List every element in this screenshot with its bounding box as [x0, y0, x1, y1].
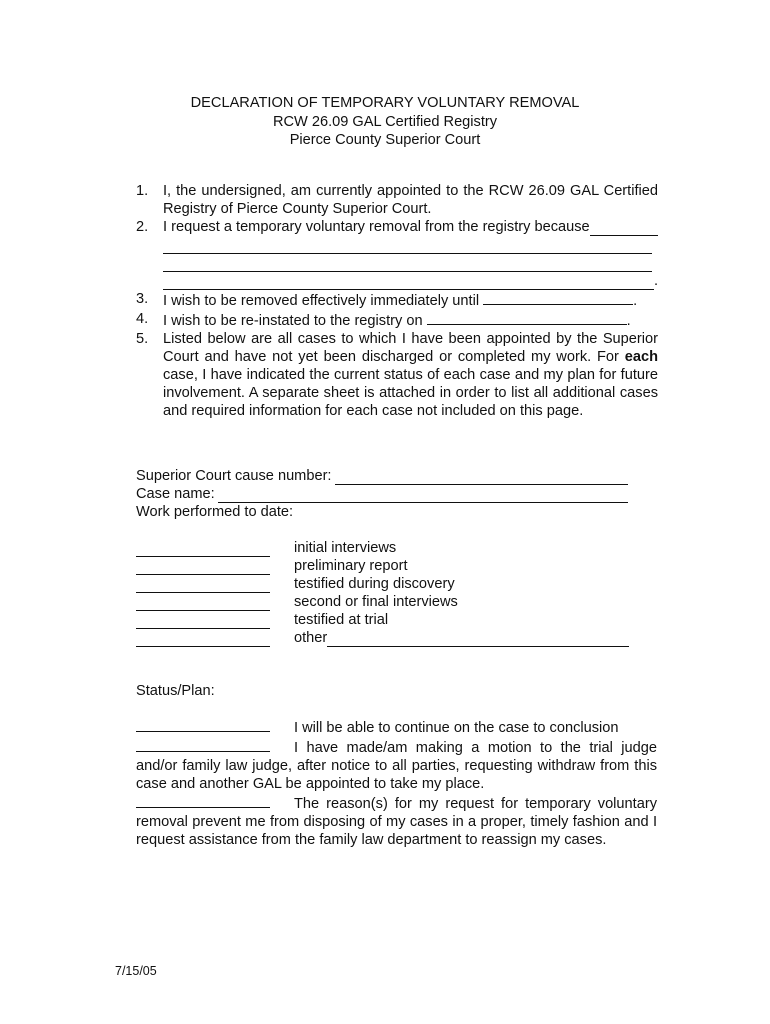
work-item [136, 557, 656, 575]
reason-end-period: . [653, 273, 658, 289]
numbered-list [136, 182, 658, 420]
status-option-text: I will be able to continue on the case to conclusion [294, 720, 619, 736]
cause-number-row [136, 467, 656, 485]
work-item-label: preliminary report [294, 558, 408, 574]
case-info-section [136, 467, 656, 521]
item-number: 5. [136, 331, 149, 347]
reason-field-3[interactable] [163, 254, 652, 272]
work-performed-list [136, 539, 656, 647]
item-text-before: Listed below are all cases to which I have been appointed by the Superior Court and have not yet been discharged or completed my work. For [163, 331, 658, 365]
reason-field-4[interactable] [163, 275, 654, 290]
other-work-field[interactable] [327, 632, 629, 647]
item-text: I request a temporary voluntary removal from the registry because [163, 219, 590, 235]
item-end-period: . [626, 313, 631, 329]
work-item [136, 575, 656, 593]
document-subtitle: RCW 26.09 GAL Certified Registry [272, 113, 498, 130]
case-name-field[interactable] [218, 488, 628, 503]
work-item [136, 593, 656, 611]
status-check-field[interactable] [136, 717, 270, 732]
work-item [136, 539, 656, 557]
court-name: Pierce County Superior Court [289, 132, 481, 148]
item-number: 2. [136, 219, 149, 235]
reason-field-1[interactable] [590, 221, 658, 236]
reason-line-1 [163, 218, 658, 236]
status-check-field[interactable] [136, 793, 270, 808]
work-check-field[interactable] [136, 560, 270, 575]
work-item-label: second or final interviews [294, 594, 458, 610]
list-item-2 [136, 218, 658, 290]
case-name-label: Case name: [136, 486, 215, 502]
work-check-field[interactable] [136, 542, 270, 557]
item-end-period: . [633, 293, 638, 309]
status-option-continue [136, 717, 657, 737]
work-item-label: other [294, 630, 328, 646]
item-text-bold: each [624, 349, 658, 365]
work-item [136, 629, 656, 647]
item-text: I wish to be removed effectively immediately until [163, 293, 480, 309]
work-item-label: testified during discovery [294, 576, 455, 592]
status-option-withdraw [136, 737, 657, 793]
item-text: I, the undersigned, am currently appointed to the RCW 26.09 GAL Certified Registry of Pierce County Superior Court. [163, 183, 658, 217]
item-text: I wish to be re-instated to the registry on [163, 313, 423, 329]
document-header [0, 94, 770, 150]
work-performed-label: Work performed to date: [136, 504, 294, 520]
item-number: 1. [136, 183, 149, 199]
work-item-label: initial interviews [294, 540, 397, 556]
work-check-field[interactable] [136, 578, 270, 593]
reinstate-date-field[interactable] [427, 310, 627, 325]
case-name-row [136, 485, 656, 503]
item-number: 4. [136, 311, 149, 327]
reason-field-2[interactable] [163, 236, 652, 254]
work-label-row [136, 503, 656, 521]
status-plan-section [136, 717, 657, 849]
reason-line-4 [163, 272, 658, 290]
list-item-1 [136, 182, 658, 218]
work-check-field[interactable] [136, 632, 270, 647]
list-item-5 [136, 330, 658, 420]
work-item [136, 611, 656, 629]
list-item-3 [136, 290, 658, 310]
status-option-text: I have made/am making a motion to the trial judge and/or family law judge, after notice to all parties, requesting withdraw from this case and another GAL be appointed to take my place. [136, 740, 657, 792]
cause-number-label: Superior Court cause number: [136, 468, 332, 484]
removal-until-date-field[interactable] [483, 290, 633, 305]
list-item-4 [136, 310, 658, 330]
item-text-after: case, I have indicated the current status of each case and my plan for future involvement. A separate sheet is attached in order to list all additional cases and required information for each case not included on this page. [163, 367, 658, 419]
status-check-field[interactable] [136, 737, 270, 752]
item-number: 3. [136, 291, 149, 307]
revision-date: 7/15/05 [115, 964, 157, 978]
status-option-text: The reason(s) for my request for temporary voluntary removal prevent me from disposing of my cases in a proper, timely fashion and I request assistance from the family law department to reassign my cases. [136, 796, 657, 848]
cause-number-field[interactable] [335, 470, 628, 485]
work-item-label: testified at trial [294, 612, 389, 628]
status-option-reassign [136, 793, 657, 849]
work-check-field[interactable] [136, 596, 270, 611]
document-title: DECLARATION OF TEMPORARY VOLUNTARY REMOVAL [190, 95, 580, 111]
status-plan-label: Status/Plan: [136, 683, 215, 699]
work-check-field[interactable] [136, 614, 270, 629]
